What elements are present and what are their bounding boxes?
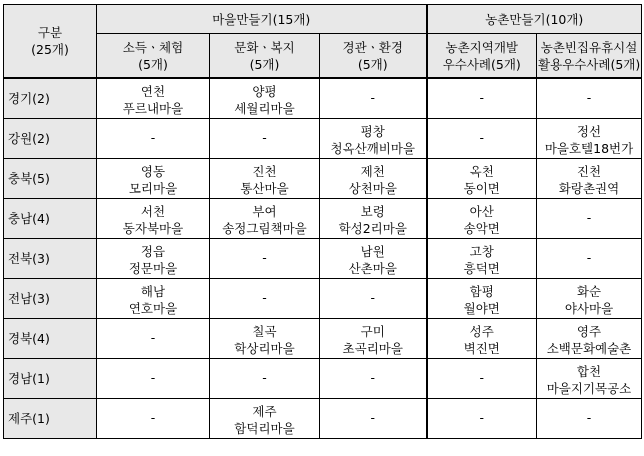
table-cell [210,318,320,358]
cell-line-region: - [150,330,156,345]
table-cell [320,158,427,198]
cell-line-region: - [262,370,267,385]
table-cell [427,118,537,158]
table-cell [97,278,210,318]
header-category [4,5,97,79]
table-cell [320,398,427,438]
table-cell [427,278,537,318]
header-sub-line1: 경관ㆍ환경 [342,39,403,55]
header-sub-line2: 활용우수사례(5개) [538,56,641,72]
cell-line-name: 푸르내마을 [122,100,184,116]
header-sub-vacant-house [537,34,642,79]
table-row [4,78,642,118]
table-cell [427,238,537,278]
cell-line-region: - [479,410,484,425]
table-cell [427,78,537,118]
table-cell [97,158,210,198]
table-cell [210,198,320,238]
table-cell [210,78,320,118]
cell-line-region: - [150,130,156,145]
table-row [4,158,642,198]
header-category-line1: 구분 [37,25,63,40]
table-cell [210,238,320,278]
cell-line-region: - [150,410,156,425]
cell-line-region: 정선 [576,123,602,139]
cell-line-name: 세월리마을 [234,100,295,116]
cell-line-region: 보령 [360,203,385,219]
header-sub-line1: 농촌지역개발 [445,39,518,55]
region-label: 경북(4) [4,318,97,358]
cell-line-name: 연호마을 [128,300,178,316]
table-cell [210,398,320,438]
header-sub-line2: (5개) [249,56,280,72]
header-sub-line1: 문화ㆍ복지 [234,39,295,55]
cell-line-region: - [479,130,484,145]
header-category-line2: (25개) [31,42,69,57]
cell-line-region: - [262,250,267,265]
cell-line-region: 부여 [252,203,277,219]
header-sub-line1: 소득ㆍ체험 [122,39,184,55]
table-cell [427,358,537,398]
table-row [4,318,642,358]
table-cell [97,118,210,158]
cell-line-name: 정문마을 [128,260,178,276]
region-label: 경남(1) [4,358,97,398]
cell-line-region: 옥천 [469,163,494,179]
table-cell [320,358,427,398]
table-cell [537,358,642,398]
cell-line-region: 연천 [140,83,166,99]
cell-line-region: 제주 [252,403,277,419]
cell-line-region: - [586,210,592,225]
table-row [4,198,642,238]
cell-line-name: 통산마을 [240,180,289,196]
region-label: 제주(1) [4,398,97,438]
header-sub-line2: 우수사례(5개) [442,56,521,72]
header-sub-line2: (5개) [138,56,168,72]
cell-line-region: 진천 [576,163,602,179]
cell-line-name: 송정그림책마을 [222,220,307,236]
cell-line-name: 산촌마을 [348,260,397,276]
table-cell [320,318,427,358]
table-row [4,278,642,318]
cell-line-region: - [262,130,267,145]
table-cell [97,318,210,358]
cell-line-name: 마을호텔18번가 [544,140,634,156]
cell-line-region: - [586,250,592,265]
cell-line-region: 합천 [576,363,602,379]
table-row [4,118,642,158]
cell-line-name: 화랑촌권역 [558,180,620,196]
cell-line-region: - [370,410,375,425]
cell-line-region: 구미 [360,323,385,339]
table-cell [427,158,537,198]
table-cell [537,398,642,438]
table-cell [537,118,642,158]
cell-line-name: 월야면 [463,300,500,316]
cell-line-name: 송악면 [463,220,500,236]
table-cell [320,118,427,158]
cell-line-region: 영동 [140,163,166,179]
table-cell [427,198,537,238]
table-cell [97,78,210,118]
cell-line-region: 칠곡 [252,323,277,339]
cell-line-name: 소백문화예술촌 [546,340,632,356]
region-label: 충남(4) [4,198,97,238]
table-cell [320,278,427,318]
cell-line-name: 동이면 [463,180,500,196]
cell-line-region: 화순 [576,283,602,299]
cell-line-region: 성주 [469,323,494,339]
table-row [4,238,642,278]
table-cell [537,158,642,198]
header-sub-line2: (5개) [357,56,388,72]
table-cell [537,278,642,318]
cell-line-region: 양평 [252,83,277,99]
region-label: 전남(3) [4,278,97,318]
cell-line-region: 해남 [140,283,166,299]
header-sub-rural-dev [427,34,537,79]
cell-line-region: 함평 [469,283,494,299]
cell-line-name: 학성2리마을 [338,220,407,236]
table-cell [320,78,427,118]
cell-line-region: - [370,90,375,106]
table-cell [97,198,210,238]
header-group-village: 마을만들기(15개) [97,5,427,34]
table-cell [97,398,210,438]
cell-line-region: 서천 [140,203,166,219]
cell-line-name: 청옥산깨비마을 [330,140,416,156]
table-cell [537,318,642,358]
cell-line-region: 고창 [469,243,494,259]
table-cell [210,358,320,398]
cell-line-name: 상천마을 [348,180,397,196]
cell-line-region: 제천 [360,163,385,179]
cell-line-region: - [370,370,375,385]
table-cell [210,158,320,198]
cell-line-region: - [370,290,375,305]
region-label: 경기(2) [4,78,97,118]
cell-line-name: 흥덕면 [463,260,500,276]
cell-line-region: - [586,90,592,106]
cell-line-region: - [262,290,267,305]
cell-line-name: 동자북마을 [122,220,184,236]
cell-line-region: 아산 [469,203,494,219]
table-cell [537,238,642,278]
cell-line-region: 진천 [252,163,277,179]
table-cell [320,198,427,238]
table-row [4,398,642,438]
cell-line-region: 평창 [360,123,385,139]
cell-line-region: - [150,370,156,385]
header-group-rural: 농촌만들기(10개) [427,5,642,34]
table-cell [427,318,537,358]
header-sub-landscape [320,34,427,79]
header-sub-line1: 농촌빈집유휴시설 [540,39,638,55]
cell-line-region: 영주 [576,323,602,339]
cell-line-name: 벽진면 [463,340,500,356]
table-cell [210,118,320,158]
table-cell [537,78,642,118]
header-sub-income [97,34,210,79]
table-cell [210,278,320,318]
cell-line-name: 학상리마을 [234,340,295,356]
cell-line-name: 마을지기목공소 [546,380,632,396]
cell-line-region: - [479,90,484,106]
cell-line-region: - [479,370,484,385]
cell-line-name: 초곡리마을 [342,340,403,356]
cell-line-name: 함덕리마을 [234,420,295,436]
table-cell [97,358,210,398]
cell-line-name: 모리마을 [128,180,178,196]
table-body [4,78,642,438]
cell-line-region: 정읍 [140,243,166,259]
cell-line-region: 남원 [360,243,385,259]
table-row [4,358,642,398]
region-label: 전북(3) [4,238,97,278]
header-sub-culture [210,34,320,79]
table-cell [97,238,210,278]
table-cell [537,198,642,238]
cell-line-name: 야사마을 [564,300,614,316]
table-cell [427,398,537,438]
village-table [3,4,642,439]
region-label: 강원(2) [4,118,97,158]
table-cell [320,238,427,278]
region-label: 충북(5) [4,158,97,198]
cell-line-region: - [586,410,592,425]
